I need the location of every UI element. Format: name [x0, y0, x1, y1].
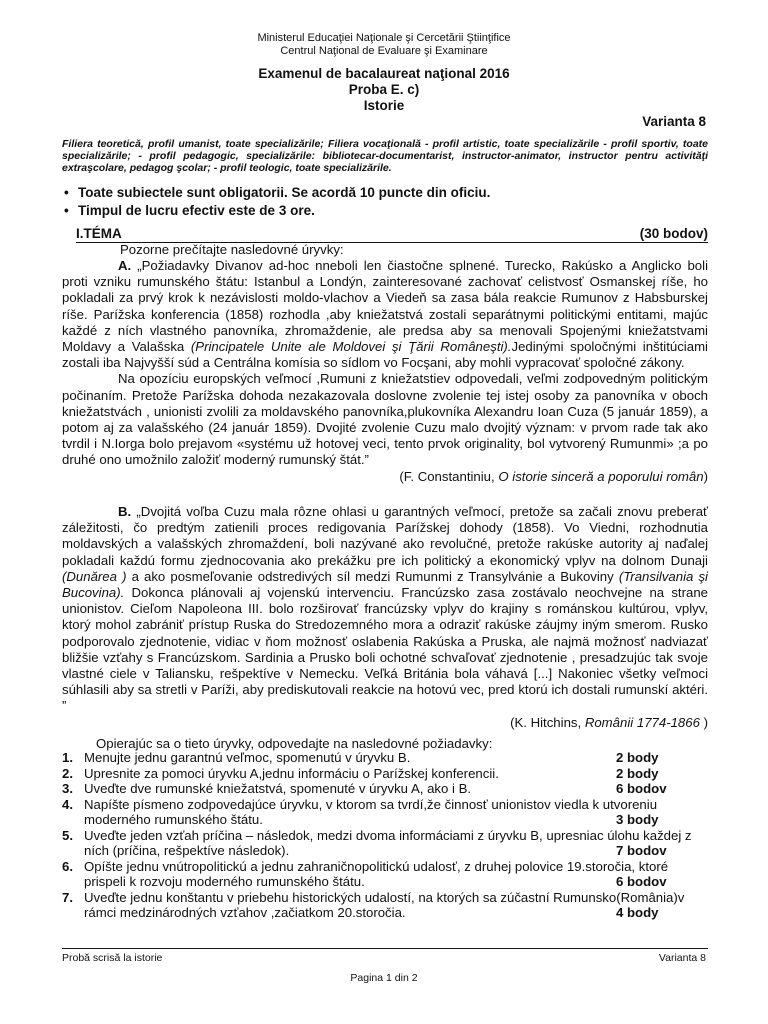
- task-item: [62, 781, 708, 797]
- citation-title: O istorie sinceră a poporului român: [498, 468, 704, 484]
- proba-label: Proba E. c): [348, 82, 420, 97]
- source-b-citation: [62, 715, 708, 731]
- source-b-italic-2: (Transilvania şi Bucovina).: [62, 568, 708, 601]
- task-number: 4.: [62, 796, 73, 812]
- source-a-italic: (Principatele Unite ale Moldovei şi Ţării Româneşti).: [190, 339, 512, 355]
- center-name: Centrul Naţional de Evaluare şi Examinare: [280, 45, 488, 57]
- task-points: 6 bodov: [616, 781, 667, 796]
- task-points: 3 body: [616, 812, 659, 827]
- source-b-text-3: Dokonca plánovali aj vojenskú intervenciu. Francúzsko zasa zostávalo neochvejne na strane unionistov. Cieľom Napoleona III. bolo rozširovať francúzsky vplyv do krajiny s románskou kultúrou, vplyv, ktorý mohol zabrániť prístup Ruska do Stredozemného mora a odraziť rakúske záujmy iným smerom. Rusko podporovalo zjednotenie, vidiac v ňom možnosť oslabenia Rakúska a Pruska, ale najmä možnosť nadviazať bližšie vzťahy s Francúzskom. Sardinia a Prusko boli ochotné schvaľovať zjednotenie , presadzujúc tak svoje vlastné ciele v Taliansku, rešpektíve v Nemecku. Veľká Británia bola váhavá [...] Nakoniec všetky veľmoci súhlasili aby sa stretli v Paríži, aby prediskutovali reakcie na hotovú vec, pred ktorú ich dostali rumunskí aktéri. ”: [62, 585, 708, 714]
- task-points: 6 bodov: [616, 874, 667, 889]
- task-points: 4 body: [616, 905, 659, 920]
- source-a-text-2: Jedinými spoločnými inštitúciami zostali iba Najvyšší súd a Centrálna komísia so sídlom vo Focşani, aby mohli vypracovať spoločné zákony.: [62, 339, 708, 371]
- task-text: Menujte jednu garantnú veľmoc, spomenutú v úryvku B.: [84, 750, 411, 765]
- ministry-name: Ministerul Educaţiei Naţionale şi Cercetării Ştiinţifice: [257, 32, 511, 44]
- task-number: 7.: [62, 889, 73, 905]
- task-item: [62, 750, 708, 766]
- task-number: 1.: [62, 750, 73, 765]
- task-text: Opíšte jednu vnútropolitickú a jednu zahraničnopolitickú udalosť, z druhej polovice 19.storočia, ktoré prispeli k rozvoju moderného rumunského štátu.: [84, 858, 669, 889]
- task-number: 6.: [62, 858, 73, 874]
- citation-author: (F. Constantiniu,: [399, 468, 499, 484]
- task-text: Uveďte dve rumunské kniežatstvá, spomenuté v úryvku A, ako i B.: [84, 781, 472, 796]
- task-number: 5.: [62, 827, 73, 843]
- task-points: 7 bodov: [616, 843, 667, 858]
- citation-title: Românii 1774-1866: [584, 714, 700, 730]
- task-number: 2.: [62, 765, 73, 781]
- variant-label: Varianta 8: [642, 114, 706, 129]
- task-item: [62, 859, 708, 890]
- source-b: [62, 504, 708, 731]
- source-a-citation: [62, 469, 708, 485]
- source-b-paragraph: [62, 504, 708, 715]
- exam-title-block: [0, 66, 768, 114]
- source-a: [62, 258, 708, 485]
- source-b-label: B.: [118, 504, 132, 519]
- task-text: Uveďte jednu konštantu v priebehu historických udalostí, na ktorých sa zúčastní Rumunsko(România)v rámci medzinárodných vzťahov ,začiatkom 20.storočia.: [84, 889, 685, 920]
- citation-author: (K. Hitchins,: [510, 714, 585, 730]
- task-points: 2 body: [616, 750, 659, 765]
- section-heading: [76, 226, 708, 243]
- task-number: 3.: [62, 781, 73, 796]
- task-text: Uveďte jeden vzťah príčina – následok, medzi dvoma informáciami z úryvku B, upresniac úlohu každej z ních (príčina, rešpektíve následok).: [84, 827, 692, 858]
- source-a-text: „Požiadavky Divanov ad-hoc nneboli len čiastočne splnené. Turecko, Rakúsko a Anglicko boli proti vzniku rumunského štátu: Istanbul a Londýn, zainteresované zachovať celistvosť Osmanskej ríše, ho pokladali za prvý krok k nezávislosti moldo-vlachov a Viedeň sa zasa bála reakcie Rumunov z Habsburskej ríše. Parížska konferencia (1858) rozhodla ,aby kniežatstvá zostali separátnymi politickými entitami, majúc každé z ních vlastného panovníka, zhromaždenie, ale predsa aby sa menovali Spojenými kniežatstvami Moldavy a Valašska: [62, 258, 708, 355]
- section-points: (30 bodov): [639, 226, 708, 241]
- source-a-paragraph-2: Na opozíciu europských veľmocí ,Rumuni z kniežatstiev odpovedali, veľmi zodpovedným politickým počinaním. Pretože Parížska dohoda nezakazovala doslovne zvolenie tej istej osoby za panovníka v oboch kniežatstvách , unionisti zvolili za moldavského panovníka,plukovníka Alexandru Ioan Cuza (5 január 1859), a potom aj za valašského (24 január 1859). Dvojité zvolenie Cuzu malo dvojitý význam: v prvom rade tak ako tvrdil i N.Iorga bolo prejavom «systému už hotovej veci, tento prvok originality, bol vytvorený Rumunmi» ;a po druhé ono umožnilo založiť moderný rumunský štát.”: [62, 371, 708, 468]
- source-a-label: A.: [118, 258, 132, 273]
- rule-item: • Toate subiectele sunt obligatorii. Se acordă 10 puncte din oficiu.: [62, 184, 708, 202]
- task-points: 2 body: [616, 765, 659, 781]
- footer-exam-name: Probă scrisă la istorie: [62, 952, 163, 964]
- exam-title: Examenul de bacalaureat naţional 2016: [258, 66, 510, 81]
- task-text: Upresnite za pomoci úryvku A,jednu informáciu o Parížskej konferencii.: [84, 765, 499, 781]
- source-a-paragraph-1: [62, 258, 708, 371]
- rule-item: • Timpul de lucru efectiv este de 3 ore.: [62, 202, 708, 220]
- page-number: Pagina 1 din 2: [350, 972, 418, 984]
- task-item: [62, 797, 708, 828]
- task-item: [62, 828, 708, 859]
- task-item: [62, 766, 708, 782]
- task-text: Napíšte písmeno zodpovedajúce úryvku, v ktorom sa tvrdí,že činnosť unionistov viedla k utvoreniu moderného rumunského štátu.: [84, 796, 658, 827]
- section-title: I.TÉMA: [76, 226, 122, 241]
- citation-end: ): [703, 468, 708, 484]
- subject-label: Istorie: [363, 98, 405, 113]
- tasks-intro: Opierajúc sa o tieto úryvky, odpovedajte na nasledovné požiadavky:: [96, 736, 493, 751]
- exam-rules: [62, 184, 708, 220]
- filiera-text: Filiera teoretică, profil umanist, toate specializările; Filiera vocaţională - profil artistic, toate specializările - profil sportiv, toate specializările; - profil pedagogic, specializările: bibliotecar-documentarist, instructor-animator, instructor pentru activităţi extraşcolare, pedagog şcolar; - profil teologic, toate specializările.: [62, 138, 708, 174]
- citation-end: ): [699, 714, 708, 730]
- source-b-text-2: a ako posmeľovanie odstredivých síl medzi Rumunmi z Transylvánie a Bukoviny: [126, 568, 619, 584]
- source-b-italic: (Dunărea ): [62, 568, 127, 584]
- source-b-text: „Dvojitá voľba Cuzu mala rôzne ohlasi u garantných veľmocí, pretože sa začali znovu preberať záležitosti, čo predtým zatienili proces redigovania Parížskej dohody (1858). Vo Viedni, rozhodnutia moldavských a valašských zhromaždení, boli nazývané ako revolučné, pretože rakúske autority aj naďalej pokladali každú formu zjednocovania ako prekážku pre ich politický a ekonomický vplyv na dolnom Dunaji: [62, 504, 708, 568]
- task-item: [62, 890, 708, 921]
- ministry-header: [0, 32, 768, 58]
- footer-variant: Varianta 8: [658, 952, 706, 964]
- section-intro: Pozorne prečítajte nasledovné úryvky:: [120, 242, 344, 257]
- task-list: [62, 750, 708, 921]
- footer-divider: [62, 948, 708, 949]
